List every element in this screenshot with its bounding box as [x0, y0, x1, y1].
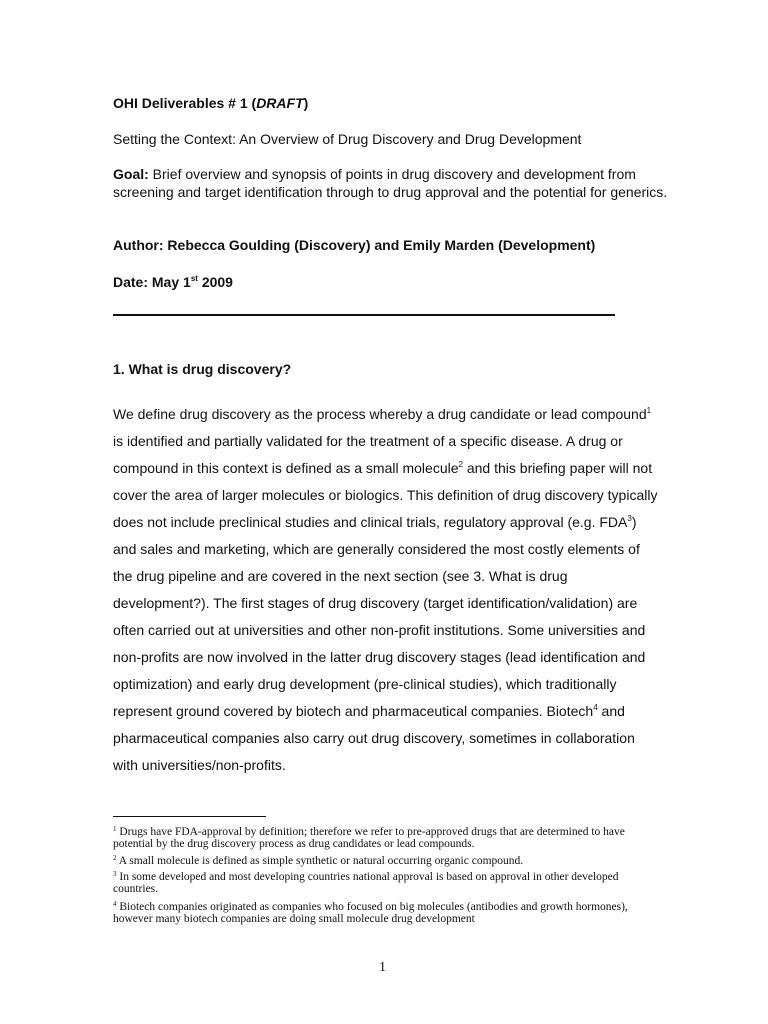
footnote-separator	[113, 816, 266, 817]
body-paragraph	[113, 401, 658, 779]
footnote-3	[113, 871, 653, 895]
footnote-1	[113, 826, 653, 850]
footnote-num: 4	[113, 900, 117, 908]
footnote-4	[113, 901, 653, 925]
body-text-3: and this briefing paper will not cover the area of larger molecules or biologics. This definition of drug discovery typically does not include preclinical studies and clinical trials, regulatory approval (e.g. FDA	[113, 460, 658, 530]
footnote-text: In some developed and most developing countries national approval is based on approval in other developed countries.	[113, 871, 619, 895]
title-main: OHI Deliverables # 1 (	[113, 95, 257, 111]
footnote-ref-3[interactable]: 3	[627, 514, 632, 523]
author-text: Author: Rebecca Goulding (Discovery) and Emily Marden (Development)	[113, 237, 596, 253]
footnote-ref-1[interactable]: 1	[646, 406, 652, 415]
goal-text: Brief overview and synopsis of points in drug discovery and development from screening and target identification through to drug approval and the potential for generics.	[113, 166, 668, 200]
footnote-ref-4[interactable]: 4	[593, 703, 598, 712]
author-line	[113, 236, 673, 254]
date-year: 2009	[197, 274, 233, 290]
date-label: Date: May 1	[113, 274, 191, 290]
subtitle: Setting the Context: An Overview of Drug Discovery and Drug Development	[113, 131, 582, 147]
footnote-num: 3	[113, 870, 117, 878]
title-close: )	[303, 95, 309, 111]
section-heading-text: 1. What is drug discovery?	[113, 361, 292, 377]
footnote-num: 2	[113, 854, 117, 862]
section-heading	[113, 360, 673, 378]
title-draft: DRAFT	[256, 95, 304, 111]
goal-label: Goal:	[113, 166, 149, 182]
body-text-5: and pharmaceutical companies also carry out drug discovery, sometimes in collaboration with universities/non-profits.	[113, 703, 635, 773]
footnote-text: Drugs have FDA-approval by definition; therefore we refer to pre-approved drugs that are determined to have potential by the drug discovery process as drug candidates or lead compounds.	[113, 826, 625, 850]
body-text-4: ) and sales and marketing, which are generally considered the most costly elements of the drug pipeline and are covered in the next section (see 3. What is drug development?). The first stages of drug discovery (target identification/validation) are often carried out at universities and other non-profit institutions. Some universities and non-profits are now involved in the latter drug discovery stages (lead identification and optimization) and early drug development (pre-clinical studies), which traditionally represent ground covered by biotech and pharmaceutical companies. Biotech	[113, 514, 646, 719]
footnote-text: Biotech companies originated as companies who focused on big molecules (antibodies and growth hormones), however many biotech companies are doing small molecule drug development	[113, 901, 628, 925]
document-title	[113, 94, 673, 112]
body-text-2: is identified and partially validated for the treatment of a specific disease. A drug or compound in this context is defined as a small molecule	[113, 433, 623, 476]
footnote-text: A small molecule is defined as simple synthetic or natural occurring organic compound.	[116, 855, 524, 867]
body-text-1: We define drug discovery as the process whereby a drug candidate or lead compound	[113, 406, 647, 422]
date-superscript: st	[190, 274, 198, 283]
date-line	[113, 273, 673, 291]
footnote-ref-2[interactable]: 2	[458, 460, 463, 469]
footnote-2	[113, 855, 653, 867]
page-number: 1	[379, 960, 386, 975]
separator-line	[113, 314, 615, 316]
goal-paragraph	[113, 165, 673, 201]
footnote-num: 1	[113, 825, 117, 833]
